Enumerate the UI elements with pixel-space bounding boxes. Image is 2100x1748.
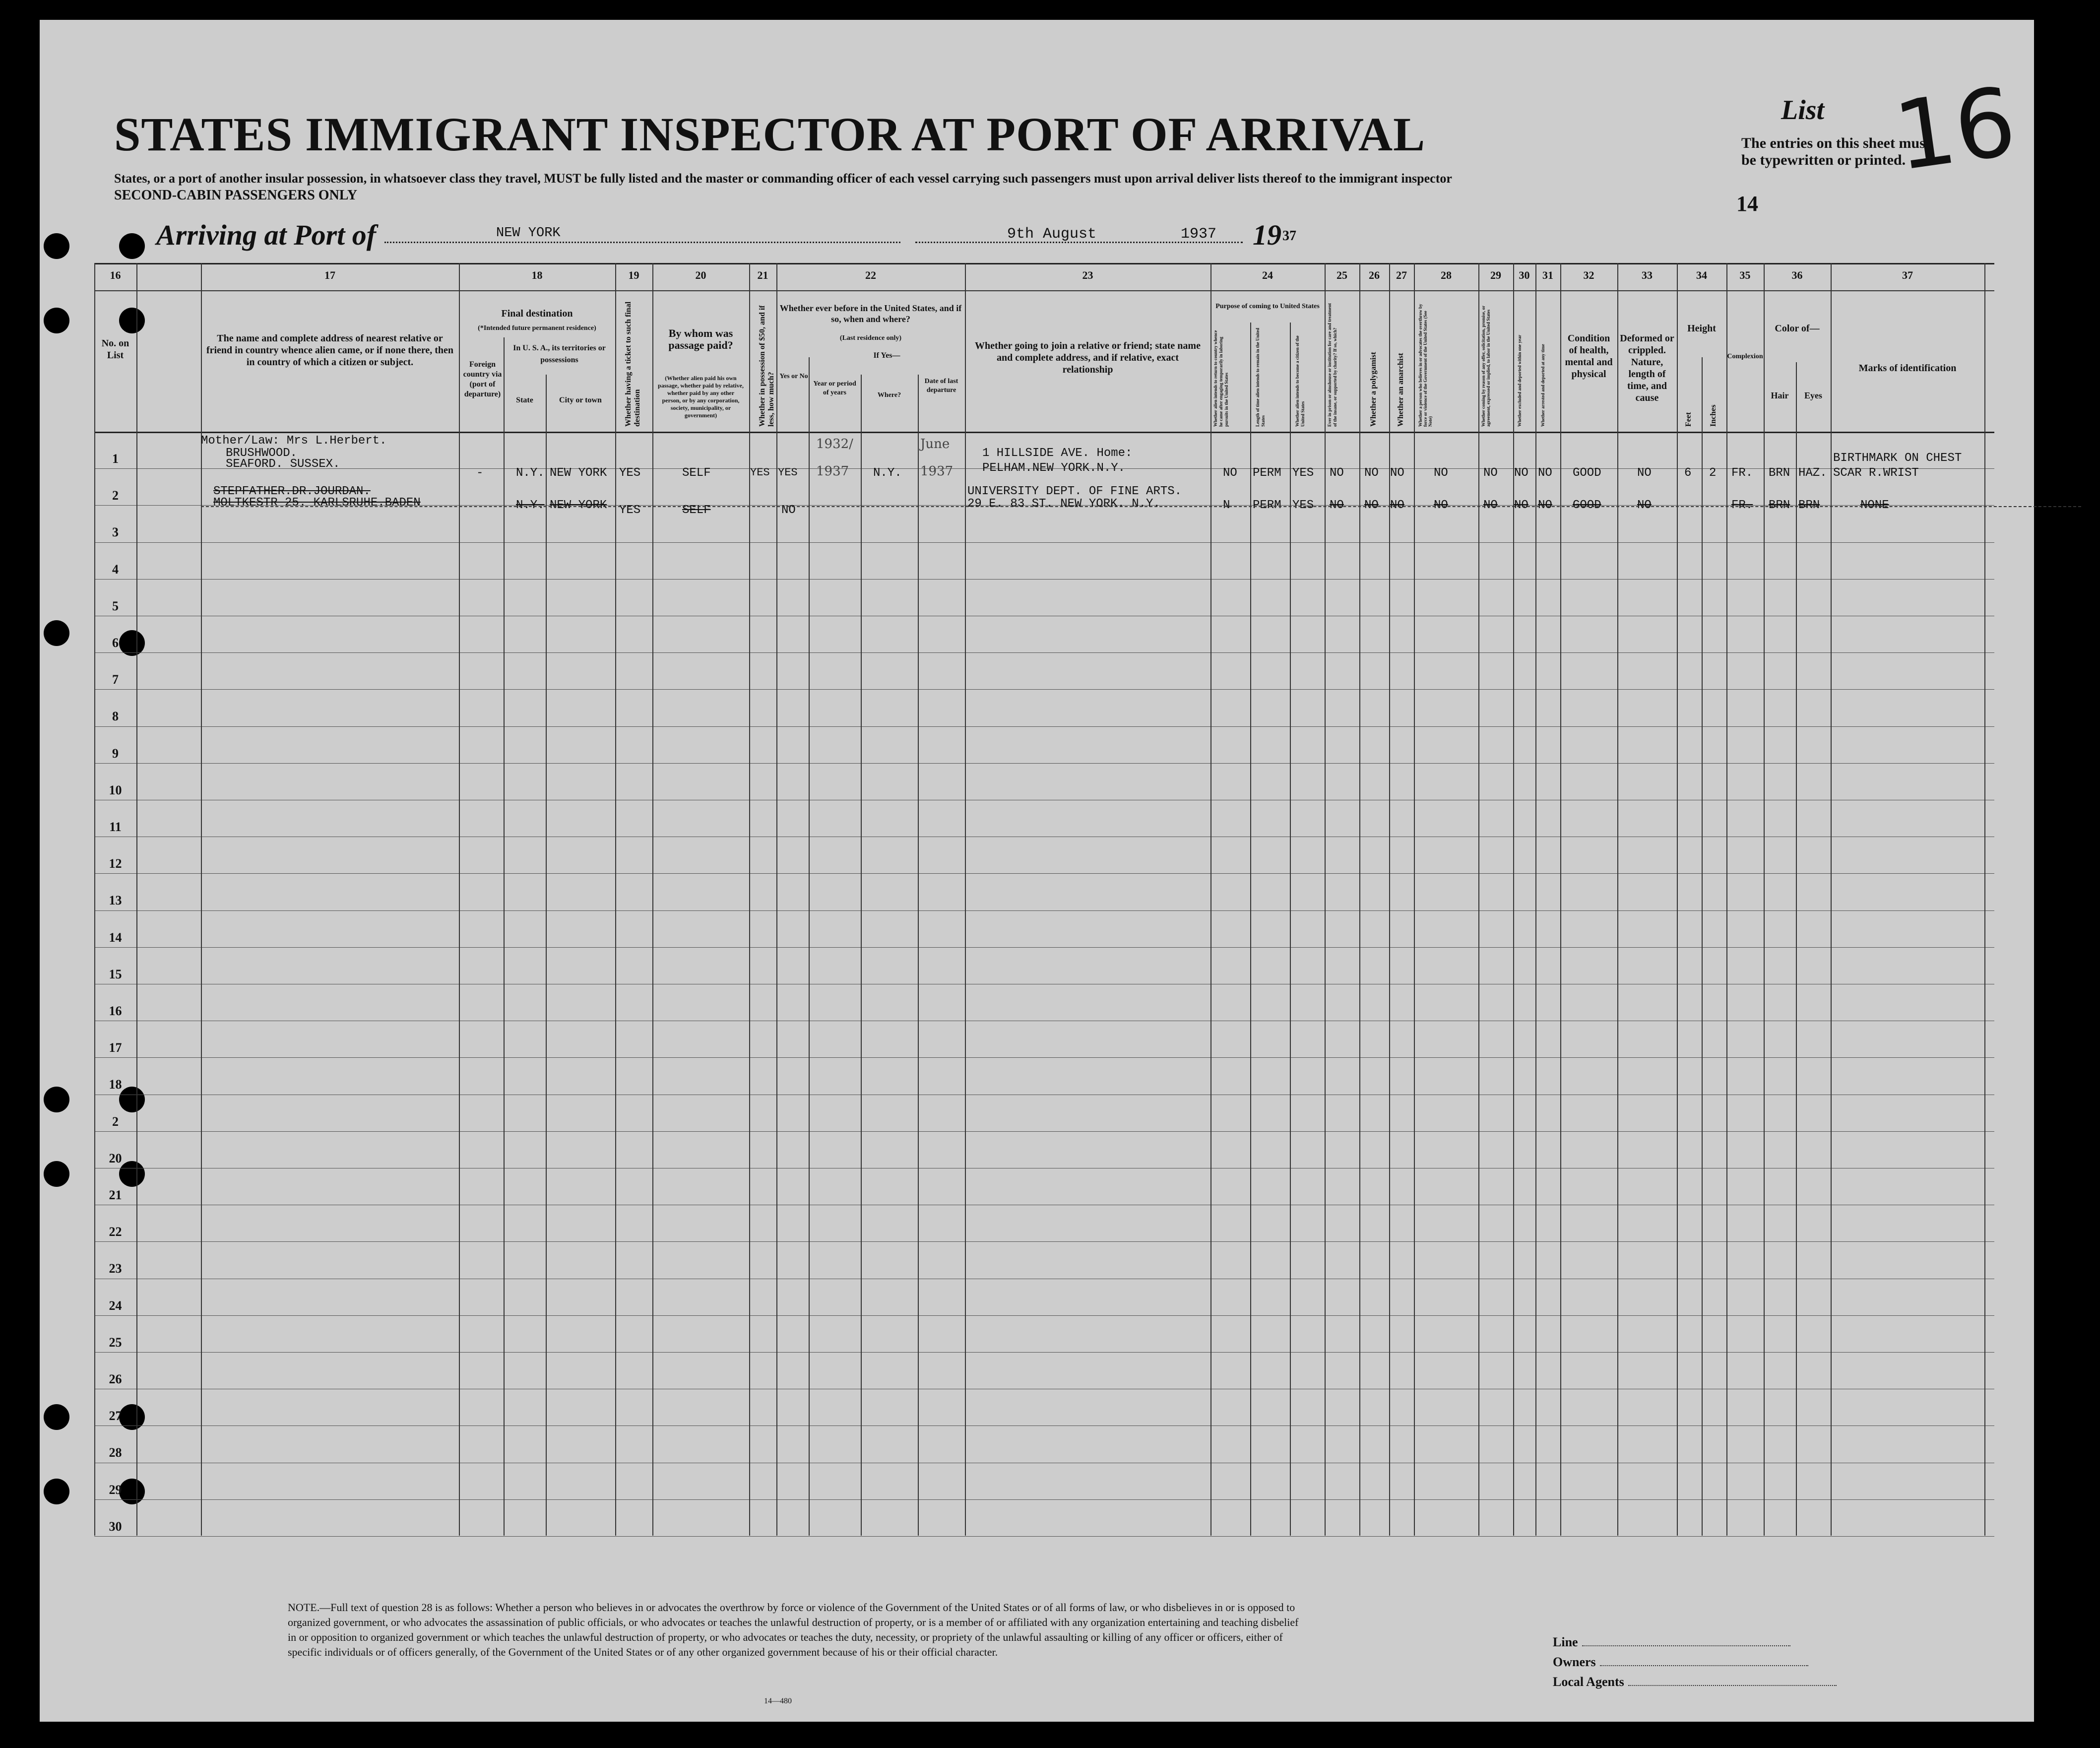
binder-hole (44, 1479, 69, 1504)
page-number: 14 (1736, 192, 1758, 216)
r2-join: UNIVERSITY DEPT. OF FINE ARTS. (967, 485, 1182, 498)
row-number: 11 (109, 820, 122, 834)
r2-relative: STEPFATHER.DR.JOURDAN. (213, 485, 371, 498)
page-title: STATES IMMIGRANT INSPECTOR AT PORT OF ARRIVAL (114, 108, 1426, 161)
form-number: 14—480 (764, 1697, 792, 1705)
port-line (384, 242, 900, 243)
row-number: 2 (112, 488, 119, 503)
row-number: 9 (112, 746, 119, 761)
binder-hole (119, 233, 145, 259)
instructions-line: States, or a port of another insular possession, in whatsoever class they travel, MUST be fully listed and the master or commanding officer of each vessel carrying such passengers must upon arrival deliver lists thereof to the immigrant inspector (114, 171, 1452, 186)
strike-through-line (201, 506, 2081, 507)
row-line (94, 1499, 1994, 1500)
row-number: 13 (109, 893, 122, 908)
row-line (94, 726, 1994, 727)
row-number: 2 (112, 1114, 119, 1129)
row-number: 28 (109, 1445, 122, 1460)
r1-relative: Mother/Law: Mrs L.Herbert. (201, 434, 387, 448)
row-number: 27 (109, 1409, 122, 1424)
row-line (94, 579, 1994, 580)
row-number: 24 (109, 1298, 122, 1313)
row-line (94, 910, 1994, 911)
binder-hole (44, 233, 69, 259)
binder-hole (44, 308, 69, 333)
row-number: 21 (109, 1188, 122, 1202)
row-number: 30 (109, 1519, 122, 1534)
row-number: 10 (109, 782, 122, 797)
line-field: Line (1553, 1635, 1790, 1650)
arriving-label: Arriving at Port of (156, 219, 377, 251)
binder-hole (44, 1161, 69, 1187)
row-number: 16 (109, 1004, 122, 1018)
row-number: 15 (109, 967, 122, 981)
year-prefix: 19 (1253, 219, 1281, 251)
date-value: 9th August (1007, 226, 1097, 243)
row-line (94, 873, 1994, 874)
row-line (94, 689, 1994, 690)
row-number: 12 (109, 856, 122, 871)
row-number: 26 (109, 1372, 122, 1386)
header-nearest-relative: The name and complete address of nearest relative or friend in country whence alien came, or if none there, then in country of which a citizen or subject. (206, 333, 454, 368)
row-number: 20 (109, 1151, 122, 1165)
row-number: 6 (112, 636, 119, 650)
row-line (94, 1536, 1994, 1537)
row-number: 18 (109, 1077, 122, 1092)
row-number: 23 (109, 1261, 122, 1276)
header-final-destination: Final destination (501, 308, 573, 319)
manifest-table: 16 17 18 19 20 21 22 23 24 25 26 27 28 29 30 31 32 33 34 35 36 37 No. on List The name and complete address of nearest relative or friend in country whence alien came, or if none there, then in country of which a citizen or subject. Final destination (*Intended future permanent residence) Foreign country via (port of departure) In U. S. A., its territories or possessions State City or town Whether having a ticket to such final destination By whom was passage paid? (Whether alien paid his own passage, whether paid by relative, whether paid by any other person, or by any corporation, society, municipality, or government) Whether in possession of $50, and if less, how much? Whether ever before in the United States, and if so, when and where? (Last residence only) If Yes— Yes or No Year or period of years Where? Date of last departure Whether going to join a relative or friend; state name and complete address, and if relative, exact relationship Purpose of coming to United States Whether alien intends to return to country whence he came after engaging temporarily in laboring pursuits in the United States Length of time alien intends to remain in the United States Whether alien intends to become a citizen of the United States Ever in prison or almshouse or institution for care and treatment of the insane, or supported by charity? If so, which? Whether a polygamist Whether an anarchist Whether a person who believes in or advocates the overthrow by force or violence of the Government of the United States (See Note) Whether coming by reason of any offer, solicitation, promise, or agreement, expressed or implied, to labor in the United States Whether excluded and deported within one year Whether arrested and deported at any time Condition of health, mental and physical Deformed or crippled. Nature, length of time, and cause Height Feet Inches Complexion Color of— Hair Eyes Marks of identification 1 2 3 4 5 6 7 8 9 10 11 12 13 14 15 16 17 18 2 20 21 22 23 24 25 26 27 28 29 30 Mother/Law: Mrs L.Herbert. BRUSHWOOD. SEAFORD. SUSSEX. - N.Y. NEW YORK YES SELF YES YES 1932/ 1937 N.Y. June 1937 1 HILLSIDE AVE. Home: PELHAM.NEW YORK.N.Y. NO PERM YES NO NO NO NO NO NO NO GOOD NO 6 2 FR. BRN HAZ. BIRTHMARK ON CHEST SCAR R.WRIST STEPFATHER.DR.JOURDAN. MOLTKESTR 25. KARLSRUHE.BADEN N.Y. NEW YORK YES SELF NO UNIVERSITY DEPT. OF FINE ARTS. 29 E. 83 ST. NEW YORK. N.Y. N PERM YES NO NO NO NO NO NO NO GOOD NO FR. BRN BRN NONE (94, 263, 1994, 1536)
row-number: 29 (109, 1482, 122, 1497)
footer-note: NOTE.—Full text of question 28 is as follows: Whether a person who believes in or advocates the overthrow by force or violence of the Government of the United States or of all forms of law, or who disbelieves in or is opposed to organized government, or who advocates the assassination of public officials, or who advocates or teaches the unlawful destruction of property, or is a member of or affiliated with any organization entertaining and teaching disbelief in or opposition to organized government or which teaches the unlawful destruction of property, or who advocates or teaches the duty, necessity, or propriety of the unlawful assaulting or killing of any officer or officers, either of specific individuals or of officers generally, of the Government of the United States or of any other organized government because of his or their official character. (288, 1601, 1299, 1658)
row-number: 3 (112, 525, 119, 540)
row-number: 1 (112, 452, 119, 466)
row-number: 4 (112, 562, 119, 577)
row-line (94, 1315, 1994, 1316)
row-line (94, 1131, 1994, 1132)
port-value: NEW YORK (496, 226, 561, 241)
row-number: 8 (112, 709, 119, 724)
row-number: 25 (109, 1335, 122, 1350)
row-line (94, 1057, 1994, 1058)
row-number: 7 (112, 672, 119, 687)
binder-hole (44, 1404, 69, 1430)
row-line (94, 947, 1994, 948)
list-note: The entries on this sheet must be typewritten or printed. (1741, 135, 1930, 168)
row-number: 22 (109, 1225, 122, 1239)
row-number: 5 (112, 598, 119, 613)
header-no-on-list: No. on List (101, 338, 129, 361)
row-number: 17 (109, 1040, 122, 1055)
binder-hole (44, 1087, 69, 1112)
row-line (94, 1241, 1994, 1242)
binder-hole (44, 620, 69, 646)
row-line (94, 542, 1994, 543)
list-number: 16 (1888, 66, 2022, 192)
r1-marks: BIRTHMARK ON CHEST (1833, 452, 1962, 465)
local-agents-field: Local Agents (1553, 1675, 1837, 1689)
owners-field: Owners (1553, 1655, 1808, 1670)
row-number: 14 (109, 930, 122, 945)
row-line (94, 652, 1994, 653)
row-line (94, 1425, 1994, 1426)
list-label: List (1781, 95, 1825, 126)
year-typed: 1937 (1181, 226, 1217, 243)
row-line (94, 763, 1994, 764)
r1-join: 1 HILLSIDE AVE. Home: (982, 447, 1133, 460)
class-line: SECOND-CABIN PASSENGERS ONLY (114, 188, 358, 203)
row-line (94, 1352, 1994, 1353)
year-suffix: 37 (1282, 228, 1296, 244)
